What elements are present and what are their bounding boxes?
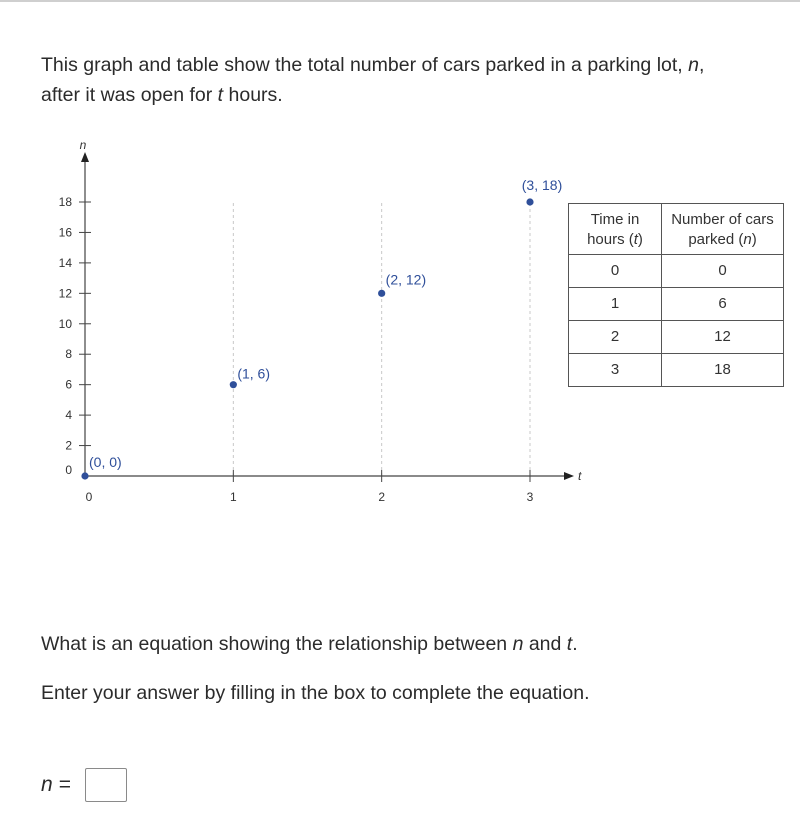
table-header-cars <box>662 204 784 255</box>
x-tick-label: 3 <box>526 490 534 504</box>
header-time-line1: Time in <box>590 211 640 228</box>
header-cars-line2-end: ) <box>751 231 757 248</box>
header-time-line2-end: ) <box>637 231 643 248</box>
intro-var-n: n <box>688 54 699 76</box>
header-cars-var: n <box>743 231 752 248</box>
y-tick-label: 10 <box>58 316 72 331</box>
table-cell-cars: 18 <box>662 354 784 387</box>
data-point-label: (1, 6) <box>237 365 271 382</box>
header-time-line2: hours ( <box>587 231 634 248</box>
instructions-text: Enter your answer by filling in the box to complete the equation. <box>41 682 590 704</box>
intro-var-t: t <box>217 84 224 106</box>
question-text <box>41 630 781 658</box>
question-text-1: What is an equation showing the relationship between <box>41 633 513 655</box>
header-cars-line1: Number of cars <box>671 211 774 228</box>
y-tick-label: 4 <box>65 408 72 423</box>
data-point <box>230 381 237 388</box>
table-row <box>569 255 784 288</box>
intro-text-4: hours. <box>223 84 283 106</box>
table-cell-cars: 12 <box>662 321 784 354</box>
table-header-time <box>569 204 662 255</box>
data-point-label: (0, 0) <box>89 454 122 470</box>
answer-input[interactable] <box>85 768 127 802</box>
y-tick-label: 14 <box>58 255 72 270</box>
question-text-2: and <box>523 633 567 655</box>
data-point <box>378 290 385 297</box>
top-divider <box>0 0 800 2</box>
y-tick-label: 12 <box>58 286 72 301</box>
data-point <box>81 472 88 479</box>
table-cell-cars: 6 <box>662 288 784 321</box>
question-var-n: n <box>512 633 524 655</box>
table-row <box>569 354 784 387</box>
table-row <box>569 321 784 354</box>
table-row <box>569 288 784 321</box>
header-time-var: t <box>633 231 638 248</box>
table-cell-time: 0 <box>569 255 662 288</box>
answer-row <box>41 767 127 803</box>
y-tick-label: 6 <box>65 377 72 392</box>
x-tick-label: 1 <box>229 490 237 504</box>
problem-intro <box>41 50 791 110</box>
y-axis-label: n <box>79 138 87 152</box>
data-point-label: (2, 12) <box>385 271 427 288</box>
table-header-row <box>569 204 784 255</box>
question-var-t: t <box>566 633 573 655</box>
x-axis-arrow-icon <box>564 472 574 480</box>
data-table <box>568 203 784 387</box>
table-cell-time: 1 <box>569 288 662 321</box>
header-cars-line2: parked ( <box>688 231 744 248</box>
y-tick-label: 16 <box>58 225 72 240</box>
table-cell-time: 3 <box>569 354 662 387</box>
answer-label: n <box>41 773 53 796</box>
y-tick-label: 2 <box>65 438 72 453</box>
y-tick-label: 18 <box>58 195 72 209</box>
intro-text-1: This graph and table show the total number of cars parked in a parking lot, <box>41 54 689 76</box>
y-tick-label: 8 <box>65 347 72 362</box>
data-point-label: (3, 18) <box>521 177 563 193</box>
data-point <box>526 198 533 205</box>
y-tick-label: 0 <box>65 463 72 477</box>
x-axis-label: t <box>578 469 582 483</box>
scatter-chart <box>0 130 582 520</box>
intro-text-2: , <box>698 54 705 76</box>
y-axis-arrow-icon <box>81 152 89 162</box>
question-text-3: . <box>572 633 578 655</box>
table-cell-time: 2 <box>569 321 662 354</box>
x-tick-label: 2 <box>378 490 386 504</box>
table-cell-cars: 0 <box>662 255 784 288</box>
answer-equals: = <box>58 773 71 796</box>
intro-text-3: after it was open for <box>41 84 218 106</box>
x-tick-label: 0 <box>85 490 93 504</box>
